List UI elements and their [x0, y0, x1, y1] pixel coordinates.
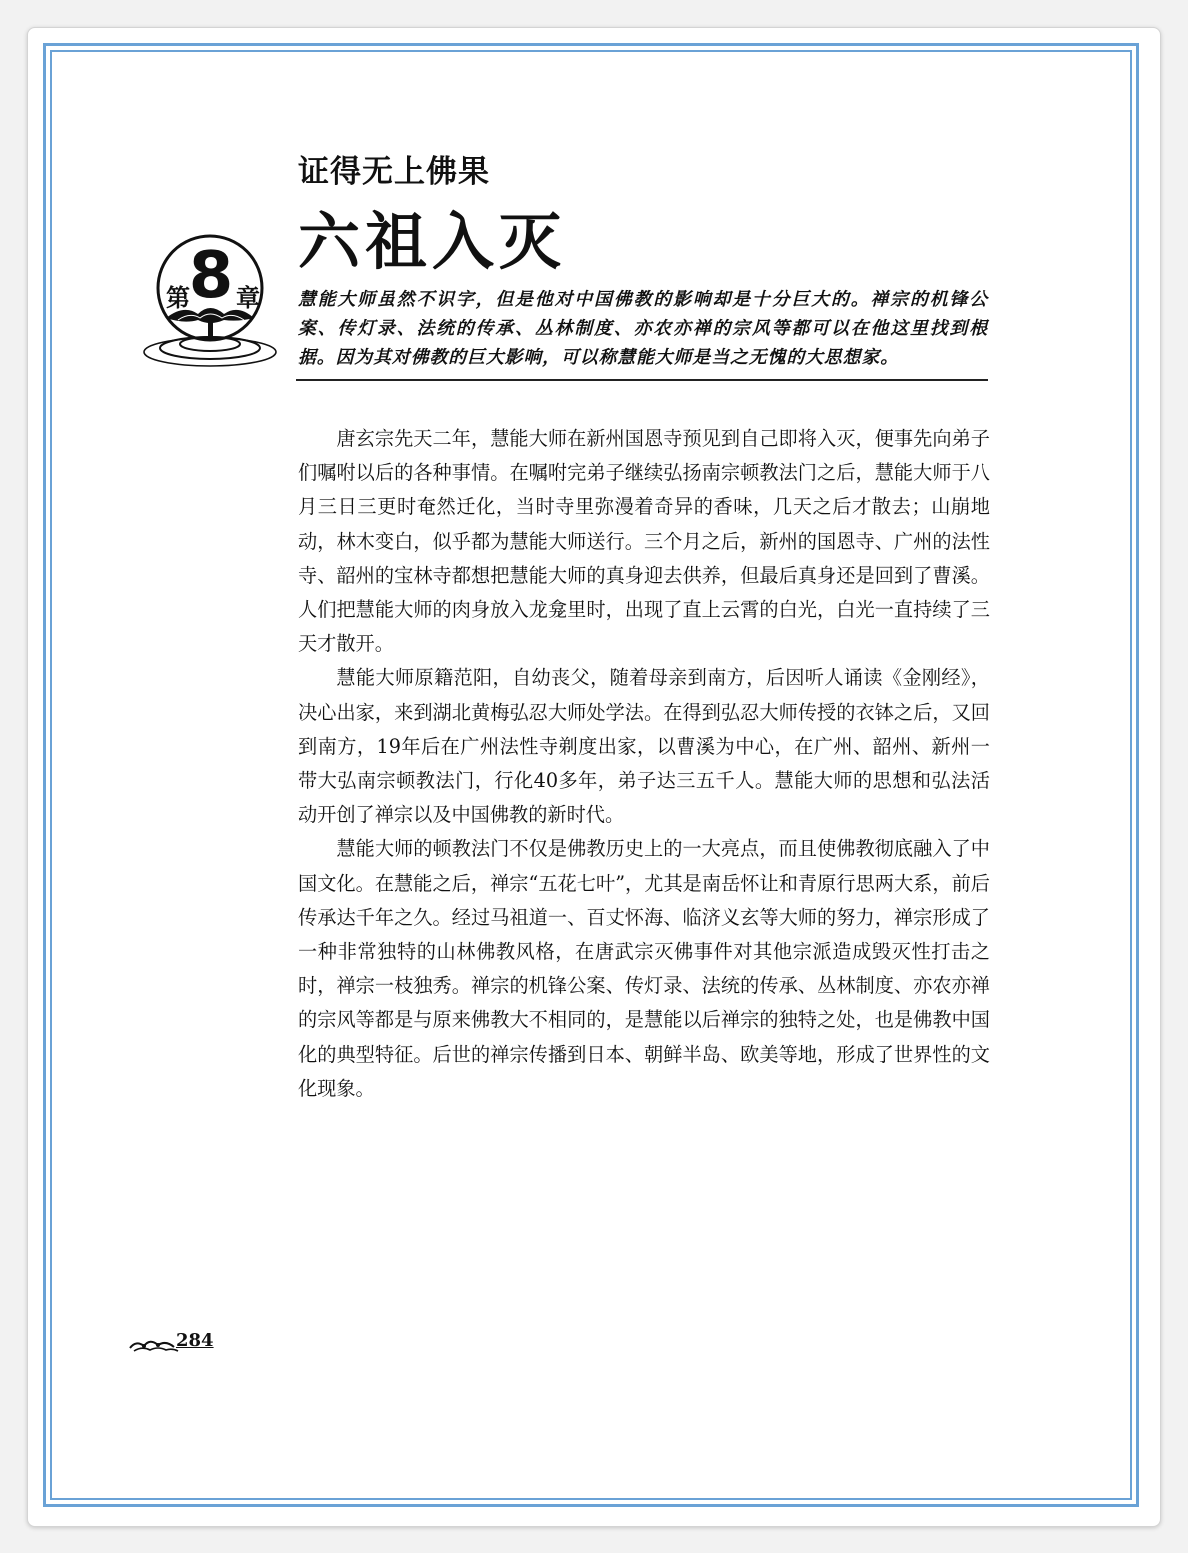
body-paragraph-2: 慧能大师原籍范阳，自幼丧父，随着母亲到南方，后因听人诵读《金刚经》，决心出家，来到湖北黄梅弘忍大师处学法。在得到弘忍大师传授的衣钵之后，又回到南方，19年后在广州法性寺剃度出家，以曹溪为中心，在广州、韶州、新州一带大弘南宗顿教法门，行化40多年，弟子达三五千人。慧能大师的思想和弘法活动开创了禅宗以及中国佛教的新时代。: [298, 666, 990, 827]
body-paragraph-1: 唐玄宗先天二年，慧能大师在新州国恩寺预见到自己即将入灭，便事先向弟子们嘱咐以后的各种事情。在嘱咐完弟子继续弘扬南宗顿教法门之后，慧能大师于八月三日三更时奄然迁化，当时寺里弥漫着奇异的香味，几天之后才散去；山崩地动，林木变白，似乎都为慧能大师送行。三个月之后，新州的国恩寺、广州的法性寺、韶州的宝林寺都想把慧能大师的真身迎去供养，但最后真身还是回到了曹溪。人们把慧能大师的肉身放入龙龛里时，出现了直上云霄的白光，白光一直持续了三天才散开。: [298, 427, 990, 656]
chapter-badge: [138, 222, 278, 370]
cloud-ornament-icon: [128, 1334, 180, 1356]
intro-divider: [296, 379, 988, 381]
page-folio: [128, 1328, 228, 1358]
page-number: 284: [176, 1330, 214, 1351]
chapter-title: 六祖入灭: [298, 205, 567, 278]
chapter-body: [298, 422, 990, 1106]
chapter-label-prefix: 第: [166, 283, 190, 312]
chapter-label-suffix: 章: [236, 283, 260, 312]
chapter-number: 8: [188, 239, 234, 313]
chapter-subtitle: 证得无上佛果: [298, 154, 490, 190]
body-paragraph-3: 慧能大师的顿教法门不仅是佛教历史上的一大亮点，而且使佛教彻底融入了中国文化。在慧能之后，禅宗“五花七叶”，尤其是南岳怀让和青原行思两大系，前后传承达千年之久。经过马祖道一、百丈怀海、临济义玄等大师的努力，禅宗形成了一种非常独特的山林佛教风格，在唐武宗灭佛事件对其他宗派造成毁灭性打击之时，禅宗一枝独秀。禅宗的机锋公案、传灯录、法统的传承、丛林制度、亦农亦禅的宗风等都是与原来佛教大不相同的，是慧能以后禅宗的独特之处，也是佛教中国化的典型特征。后世的禅宗传播到日本、朝鲜半岛、欧美等地，形成了世界性的文化现象。: [298, 837, 990, 1100]
chapter-intro: 慧能大师虽然不识字，但是他对中国佛教的影响却是十分巨大的。禅宗的机锋公案、传灯录、法统的传承、丛林制度、亦农亦禅的宗风等都可以在他这里找到根据。因为其对佛教的巨大影响，可以称慧能大师是当之无愧的大思想家。: [298, 289, 988, 368]
